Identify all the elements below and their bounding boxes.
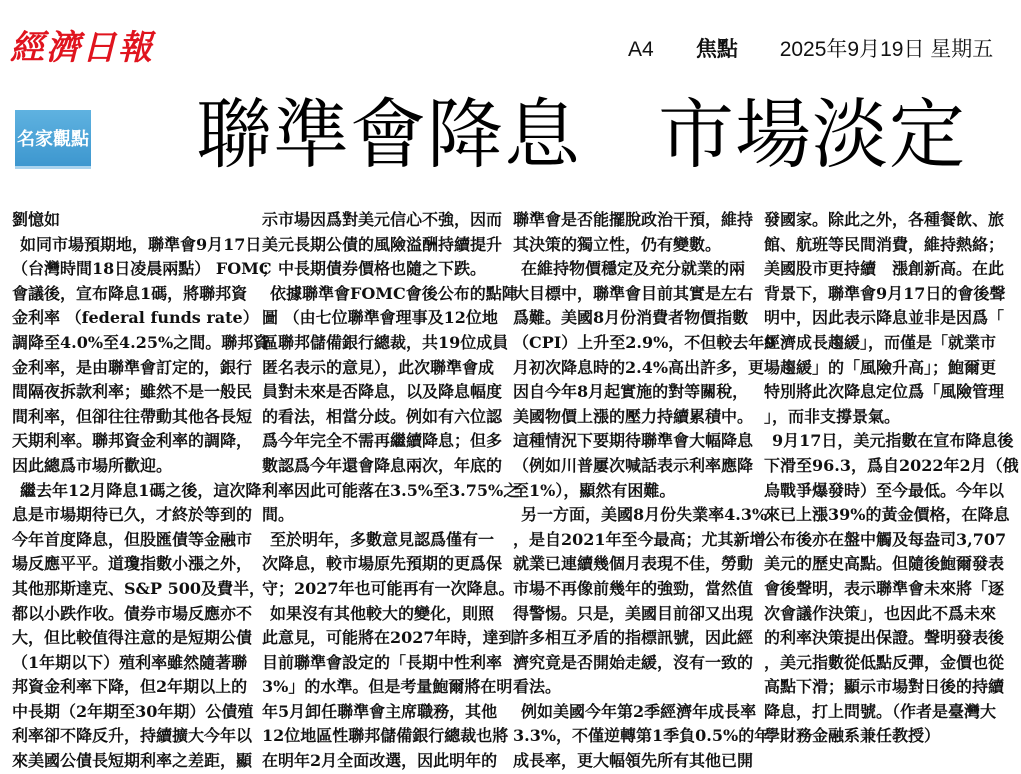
text-line: 來已上漲39%的黃金價格，在降息 <box>764 505 1010 525</box>
text-line: （例如川普屢次喊話表示利率應降 <box>513 455 754 475</box>
text-line: （CPI）上升至2.9%，不但較去年9 <box>513 332 776 352</box>
text-line: 這種情況下要期待聯準會大幅降息 <box>513 431 754 451</box>
text-line: 圖 （由七位聯準會理事及12位地 <box>262 308 498 328</box>
headline: 聯準會降息 市場淡定 <box>196 93 966 178</box>
text-line: 次會議作決策」，也因此不爲未來 <box>764 603 997 623</box>
text-line: 9月17日，美元指數在宣布降息後 <box>772 431 1014 451</box>
text-line: 大，但比較值得注意的是短期公債 <box>12 628 253 648</box>
text-line: 間隔夜拆款利率；雖然不是一般民 <box>12 382 253 402</box>
paragraph <box>513 208 753 257</box>
column-badge: 名家觀點 <box>15 110 91 169</box>
text-line: 數認爲今年還會降息兩次，年底的 <box>262 455 503 475</box>
text-line: 場趨緩」的「風險升高」；鮑爾更 <box>764 357 997 377</box>
text-line: 示市場因爲對美元信心不強，因而 <box>262 210 503 229</box>
paragraph <box>513 503 768 700</box>
text-line: 其他那斯達克、S&P 500及費半， <box>12 578 266 598</box>
text-line: 明中，因此表示降息並非是因爲「 <box>764 308 1005 328</box>
text-line: ，是自2021年至今最高；尤其新增 <box>513 529 766 549</box>
text-line: 間利率，但卻往往帶動其他各長短 <box>12 406 253 426</box>
text-line: 例如美國今年第2季經濟年成長率 <box>521 701 757 721</box>
text-line: 美元長期公債的風險溢酬持續提升 <box>262 234 503 254</box>
paragraph <box>262 282 520 528</box>
author-name: 劉憶如 <box>12 210 61 229</box>
text-line: 場反應平平。道瓊指數小漲之外， <box>12 554 253 574</box>
text-line: 因此總爲市場所歡迎。 <box>12 455 173 475</box>
paragraph <box>764 208 1004 429</box>
text-line: 間。 <box>262 505 295 525</box>
text-line: 爲今年完全不需再繼續降息；但多 <box>262 431 503 451</box>
article-column <box>12 208 272 774</box>
text-line: 公布後亦在盤中觸及每盎司3,707 <box>764 529 1007 549</box>
text-line: 其決策的獨立性，仍有變數。 <box>513 234 722 254</box>
newspaper-logo: 經濟日報 <box>10 28 154 68</box>
text-line: （台灣時間18日凌晨兩點） FOMC <box>12 259 272 279</box>
text-line: 美元的歷史高點。但隨後鮑爾發表 <box>764 554 1005 574</box>
text-line: 館、航班等民間消費，維持熱絡； <box>764 234 1005 254</box>
text-line: 年5月卸任聯準會主席職務，其他 <box>262 701 498 721</box>
paragraph <box>262 528 515 602</box>
text-line: 發國家。除此之外，各種餐飲、旅 <box>764 210 1005 229</box>
text-line: 月初次降息時的2.4%高出許多，更 <box>513 357 765 377</box>
text-line: 員對未來是否降息，以及降息幅度 <box>262 382 503 402</box>
article-column <box>513 208 776 774</box>
paragraph <box>12 479 266 774</box>
text-line: 因自今年8月起實施的對等關稅， <box>513 382 749 402</box>
paragraph <box>12 233 272 479</box>
text-line: 依據聯準會FOMC會後公布的點陣 <box>270 283 518 303</box>
text-line: 邦資金利率下降，但2年期以上的 <box>12 677 248 697</box>
text-line: 目前聯準會設定的「長期中性利率 <box>262 652 503 672</box>
text-line: 至於明年，多數意見認爲僅有一 <box>270 529 495 549</box>
text-line: 美國物價上漲的壓力持續累積中。 <box>513 406 754 426</box>
text-line: 聯準會是否能擺脫政治干預，維持 <box>513 210 754 229</box>
text-line: 烏戰爭爆發時）至今最低。今年以 <box>764 480 1005 500</box>
text-line: 在維持物價穩定及充分就業的兩 <box>521 259 746 279</box>
text-line: 在明年2月全面改選，因此明年的 <box>262 751 498 771</box>
text-line: 特別將此次降息定位爲「風險管理 <box>764 382 1005 402</box>
paragraph <box>764 429 1019 749</box>
text-line: 經濟成長趨緩」，而僅是「就業市 <box>764 332 997 352</box>
text-line: 美國股市更持續 漲創新高。在此 <box>764 259 1005 279</box>
text-line: 得警惕。只是，美國目前卻又出現 <box>513 603 754 623</box>
text-line: 繼去年12月降息1碼之後，這次降 <box>20 480 262 500</box>
text-line: 利率卻不降反升，持續擴大今年以 <box>12 726 253 746</box>
text-line: 學財務金融系兼任教授） <box>764 726 941 746</box>
paragraph <box>513 700 771 774</box>
text-line: 爲難。美國8月份消費者物價指數 <box>513 308 749 328</box>
text-line: 今年首度降息，但股匯債等金融市 <box>12 529 253 549</box>
text-line: 的利率決策提出保證。聲明發表後 <box>764 628 1005 648</box>
text-line: ，美元指數從低點反彈，金價也從 <box>764 652 1005 672</box>
text-line: 降息，打上問號。（作者是臺灣大 <box>764 701 997 721</box>
text-line: 區聯邦儲備銀行總裁，共19位成員 <box>262 332 509 352</box>
text-line: 3.3%，不僅逆轉第1季負0.5%的年 <box>513 726 771 746</box>
text-line: 會議後，宣布降息1碼，將聯邦資 <box>12 283 248 303</box>
article-column <box>764 208 1019 749</box>
text-line: 如同市場預期地，聯準會9月17日 <box>20 234 262 254</box>
text-line: 利率因此可能落在3.5%至3.75%之 <box>262 480 520 500</box>
text-line: 高點下滑；顯示市場對日後的持續 <box>764 677 1005 697</box>
text-line: 匿名表示的意見），此次聯準會成 <box>262 357 495 377</box>
text-line: 市場不再像前幾年的強勁，當然值 <box>513 578 754 598</box>
text-line: 都以小跌作收。債券市場反應亦不 <box>12 603 253 623</box>
text-line: 另一方面，美國8月份失業率4.3% <box>521 505 768 525</box>
publication-date: 2025年9月19日 星期五 <box>779 38 994 61</box>
text-line: 12位地區性聯邦儲備銀行總裁也將 <box>262 726 509 746</box>
section-name: 焦點 <box>695 38 738 61</box>
text-line: 息是市場期待已久，才終於等到的 <box>12 505 253 525</box>
text-line: 3%」的水準。但是考量鮑爾將在明 <box>262 677 513 697</box>
paragraph <box>262 208 502 282</box>
text-line: 中長期（2年期至30年期）公債殖 <box>12 701 254 721</box>
text-line: 至1%），顯然有困難。 <box>513 480 676 500</box>
text-line: 次降息，較市場原先預期的更爲保 <box>262 554 503 574</box>
text-line: 如果沒有其他較大的變化，則照 <box>270 603 495 623</box>
text-line: 天期利率。聯邦資金利率的調降， <box>12 431 253 451</box>
text-line: 背景下，聯準會9月17日的會後聲 <box>764 283 1006 303</box>
text-line: （1年期以下）殖利率雖然隨著聯 <box>12 652 248 672</box>
text-line: 就業已連續幾個月表現不佳，勞動 <box>513 554 754 574</box>
text-line: 此意見，可能將在2027年時，達到 <box>262 628 515 648</box>
text-line: 許多相互矛盾的指標訊號，因此經 <box>513 628 754 648</box>
text-line: 調降至4.0%至4.25%之間。聯邦資 <box>12 332 270 352</box>
paragraph <box>262 602 515 774</box>
text-line: 看法。 <box>513 677 562 697</box>
paragraph <box>513 257 776 503</box>
page-number: A4 <box>628 38 654 61</box>
text-line: 」，而非支撐景氣。 <box>764 406 901 426</box>
text-line: 成長率，更大幅領先所有其他已開 <box>513 751 754 771</box>
text-line: 來美國公債長短期利率之差距，顯 <box>12 751 253 771</box>
text-line: 下滑至96.3，爲自2022年2月（俄 <box>764 455 1019 475</box>
text-line: 會後聲明，表示聯準會未來將「逐 <box>764 578 1005 598</box>
text-line: 濟究竟是否開始走緩，沒有一致的 <box>513 652 754 672</box>
text-line: 守；2027年也可能再有一次降息。 <box>262 578 515 598</box>
text-line: 金利率 （federal funds rate） <box>12 308 259 328</box>
text-line: 大目標中，聯準會目前其實是左右 <box>513 283 754 303</box>
text-line: ；中長期債券價格也隨之下跌。 <box>262 259 487 279</box>
text-line: 的看法，相當分歧。例如有六位認 <box>262 406 503 426</box>
page-header-meta <box>628 33 993 63</box>
article-column <box>262 208 520 774</box>
text-line: 金利率，是由聯準會訂定的，銀行 <box>12 357 253 377</box>
